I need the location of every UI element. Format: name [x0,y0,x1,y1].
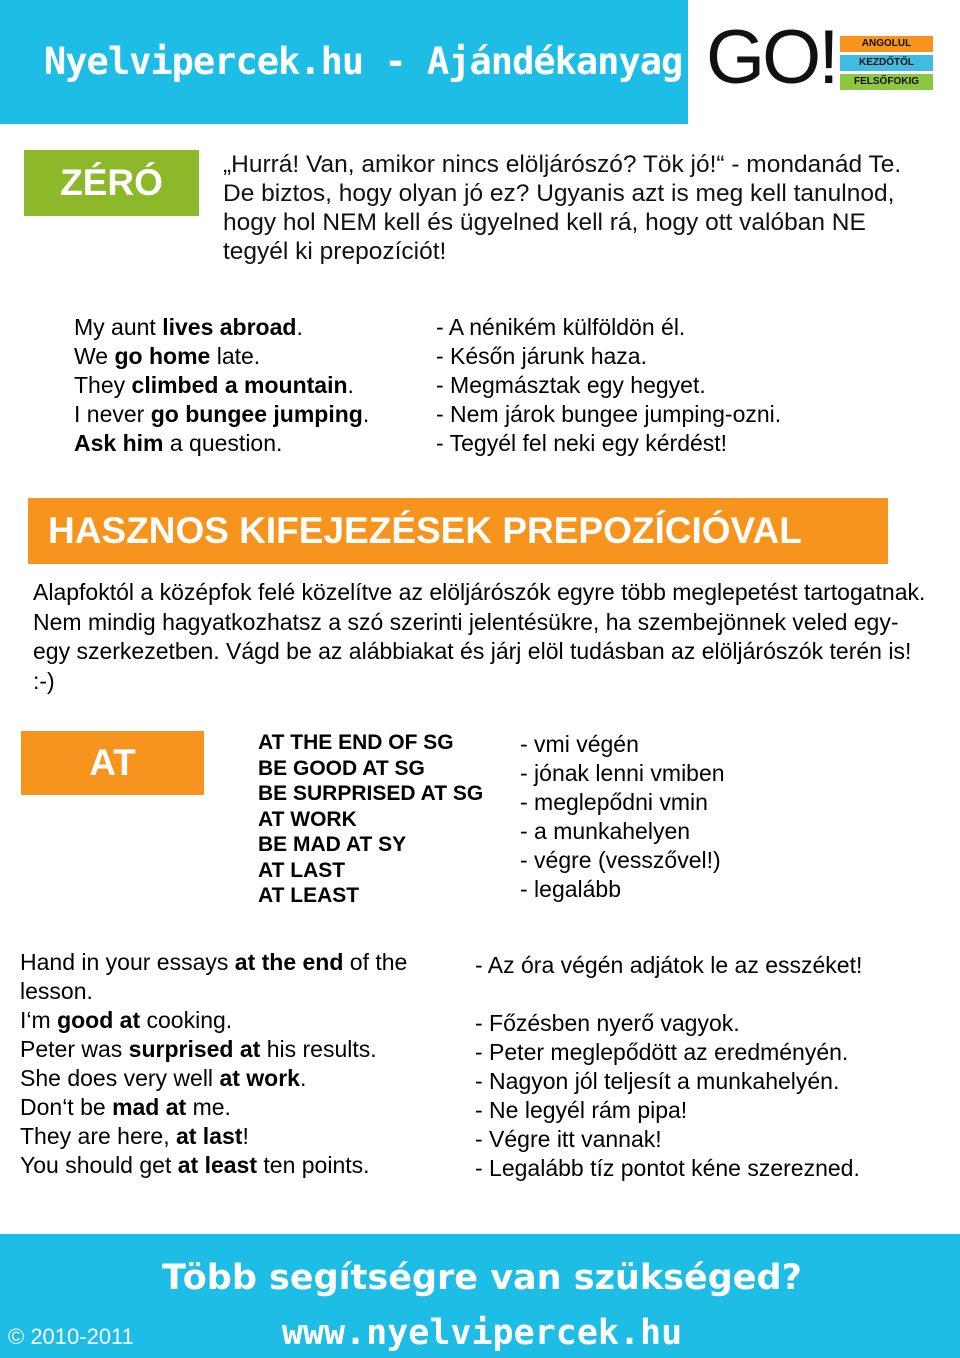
footer-question: Több segítségre van szükséged? [162,1258,802,1298]
footer-url-link[interactable]: www.nyelvipercek.hu [281,1313,683,1353]
zero-examples-hungarian [436,313,781,458]
sentence-translation: - Nagyon jól teljesít a munkahelyén. [475,1068,840,1094]
meaning-item: - meglepődni vmin [520,789,708,815]
meaning-item: - jónak lenni vmiben [520,760,725,786]
sentence-line: Don‘t be mad at me. [20,1094,231,1120]
logo-level-3: FELSŐFOKIG [840,74,933,90]
phrase-item: BE GOOD AT SG [258,756,425,780]
example-line: My aunt lives abroad. [74,314,303,340]
translation-line: - Tegyél fel neki egy kérdést! [436,430,728,456]
example-sentences-english [20,948,407,1180]
phrase-item: BE SURPRISED AT SG [258,782,484,805]
example-sentences-hungarian [475,951,862,1183]
page-title: Nyelvipercek.hu - Ajándékanyag [44,40,683,83]
sentence-line: They are here, at last! [20,1123,249,1149]
phrase-item: AT LAST [258,858,346,882]
translation-line: - Megmásztak egy hegyet. [436,372,706,398]
sentence-line: I‘m good at cooking. [20,1007,233,1033]
zero-label: ZÉRÓ [24,150,199,216]
sentence-translation: - Peter meglepődött az eredményén. [475,1039,849,1065]
zero-examples-english [74,313,369,458]
example-line: Ask him a question. [74,430,283,456]
section-heading: HASZNOS KIFEJEZÉSEK PREPOZÍCIÓVAL [28,498,888,564]
sentence-line: You should get at least ten points. [20,1152,370,1178]
at-phrases [258,730,483,909]
phrase-item: BE MAD AT SY [258,833,407,856]
sentence-line: She does very well at work. [20,1065,307,1091]
translation-line: - Nem járok bungee jumping-ozni. [436,401,782,427]
logo-go: GO! [706,15,837,100]
sentence-translation: - Az óra végén adjátok le az esszéket! [475,952,863,978]
sentence-translation: - Végre itt vannak! [475,1126,662,1152]
example-line: We go home late. [74,343,261,369]
at-label: AT [21,731,204,795]
sentence-line: lesson. [20,978,93,1004]
sentence-translation: - Legalább tíz pontot kéne szerezned. [475,1155,860,1181]
example-line: I never go bungee jumping. [74,401,370,427]
zero-paragraph: „Hurrá! Van, amikor nincs elöljárószó? Tök jó!“ - mondanád Te. De biztos, hogy olyan jó ez? Ugyanis azt is meg kell tanulnod, hogy hol NEM kell és ügyelned kell rá, hogy ott valóban NE tegyél ki prepozíciót! [223,151,902,265]
translation-line: - Későn járunk haza. [436,343,647,369]
meaning-item: - a munkahelyen [520,818,691,844]
at-meanings [520,730,725,904]
phrase-item: AT LEAST [258,884,360,907]
meaning-item: - legalább [520,876,622,902]
sentence-line: Peter was surprised at his results. [20,1036,377,1062]
copyright: © 2010-2011 [8,1324,134,1349]
meaning-item: - végre (vesszővel!) [520,847,721,873]
phrase-item: AT WORK [258,807,357,831]
sentence-translation: - Főzésben nyerő vagyok. [475,1010,740,1036]
sentence-line: Hand in your essays at the end of the [20,949,408,975]
example-line: They climbed a mountain. [74,372,354,398]
logo-level-2: KEZDŐTŐL [840,55,933,71]
logo-level-1: ANGOLUL [840,36,933,52]
section-intro: Alapfoktól a középfok felé közelítve az elöljárószók egyre több meglepetést tartogatnak. Nem mindig hagyatkozhatsz a szó szerinti jelentésükre, ha szembejönnek veled egy-egy szerkezetben. Vágd be az alábbiakat és járj elöl tudásban az elöljárószók terén is! :-) [33,579,926,694]
sentence-translation: - Ne legyél rám pipa! [475,1097,688,1123]
meaning-item: - vmi végén [520,731,639,757]
spacer [475,980,862,1009]
phrase-item: AT THE END OF SG [258,731,454,754]
translation-line: - A nénikém külföldön él. [436,314,686,340]
